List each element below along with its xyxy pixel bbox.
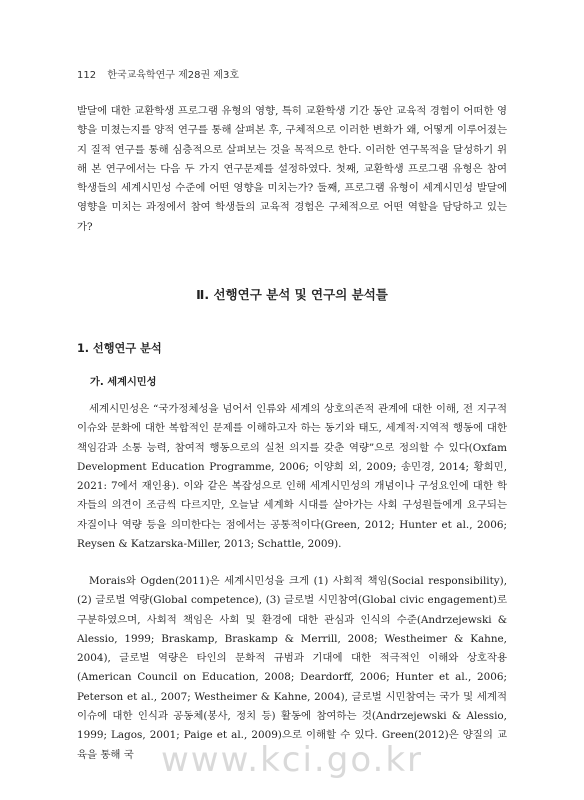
watermark: www.kci.go.kr [160,740,423,780]
paragraph-global-citizenship: 세계시민성은 “국가정체성을 넘어서 인류와 세계의 상호의존적 관계에 대한 이해, 전 지구적 이슈와 문화에 대한 복합적인 문제를 이해하고자 하는 동기와 태도, 세계적·지역적 행동에 대한 책임감과 소통 능력, 참여적 행동으로의 실천 의지를 갖춘 역량”으로 정의할 수 있다(Oxfam Development Education Programme, 2006; 이양희 외, 2009; 송민경, 2014; 황희민, 2021: 7에서 재인용). 이와 같은 복잡성으로 인해 세계시민성의 개념이나 구성요인에 대한 학자들의 의견이 조금씩 다르지만, 오늘날 세계화 시대를 살아가는 사회 구성원들에게 요구되는 자질이나 역량 등을 의미한다는 점에서는 공통적이다(Green, 2012; Hunter et al., 2006; Reysen & Katzarska-Miller, 2013; Schattle, 2009). [77,403,507,551]
running-head [77,66,239,81]
subsubsection-title: 가. 세계시민성 [90,377,157,388]
section-title: Ⅱ. 선행연구 분석 및 연구의 분석틀 [196,287,388,302]
paragraph-morais-ogden: Morais와 Ogden(2011)은 세계시민성을 크게 (1) 사회적 책임(Social responsibility), (2) 글로벌 역량(Global competence), (3) 글로벌 시민참여(Global civic engagement)로 구분하였으며, 사회적 책임은 사회 및 환경에 대한 관심과 인식의 수준(Andrzejewski & Alessio, 1999; Braskamp, Braskamp & Merrill, 2008; Westheimer & Kahne, 2004), 글로벌 역량은 타인의 문화적 규범과 기대에 대한 적극적인 이해와 상호작용(American Council on Education, 2008; Deardorff, 2006; Hunter et al., 2006; Peterson et al., 2007; Westheimer & Kahne, 2004), 글로벌 시민참여는 국가 및 세계적 이슈에 대한 인식과 공동체(봉사, 정치 등) 활동에 참여하는 것(Andrzejewski & Alessio, 1999; Lagos, 2001; Paige et al., 2009)으로 이해할 수 있다. Green(2012)은 양질의 교육을 통해 국 [77,575,507,761]
subsection-title: 1. 선행연구 분석 [77,342,162,355]
journal-title: 한국교육학연구 제28권 제3호 [107,70,239,81]
page-number: 112 [77,70,97,81]
intro-paragraph: 발달에 대한 교환학생 프로그램 유형의 영향, 특히 교환학생 기간 동안 교육적 경험이 어떠한 영향을 미쳤는지를 양적 연구를 통해 살펴본 후, 구체적으로 이러한 변화가 왜, 어떻게 이루어졌는지 질적 연구를 통해 심층적으로 살펴보는 것을 목적으로 한다. 이러한 연구목적을 달성하기 위해 본 연구에서는 다음 두 가지 연구문제를 설정하였다. 첫째, 교환학생 프로그램 유형은 참여 학생들의 세계시민성 수준에 어떤 영향을 미치는가? 둘째, 프로그램 유형이 세계시민성 발달에 영향을 미치는 과정에서 참여 학생들의 교육적 경험은 구체적으로 어떤 역할을 담당하고 있는가? [77,105,507,233]
